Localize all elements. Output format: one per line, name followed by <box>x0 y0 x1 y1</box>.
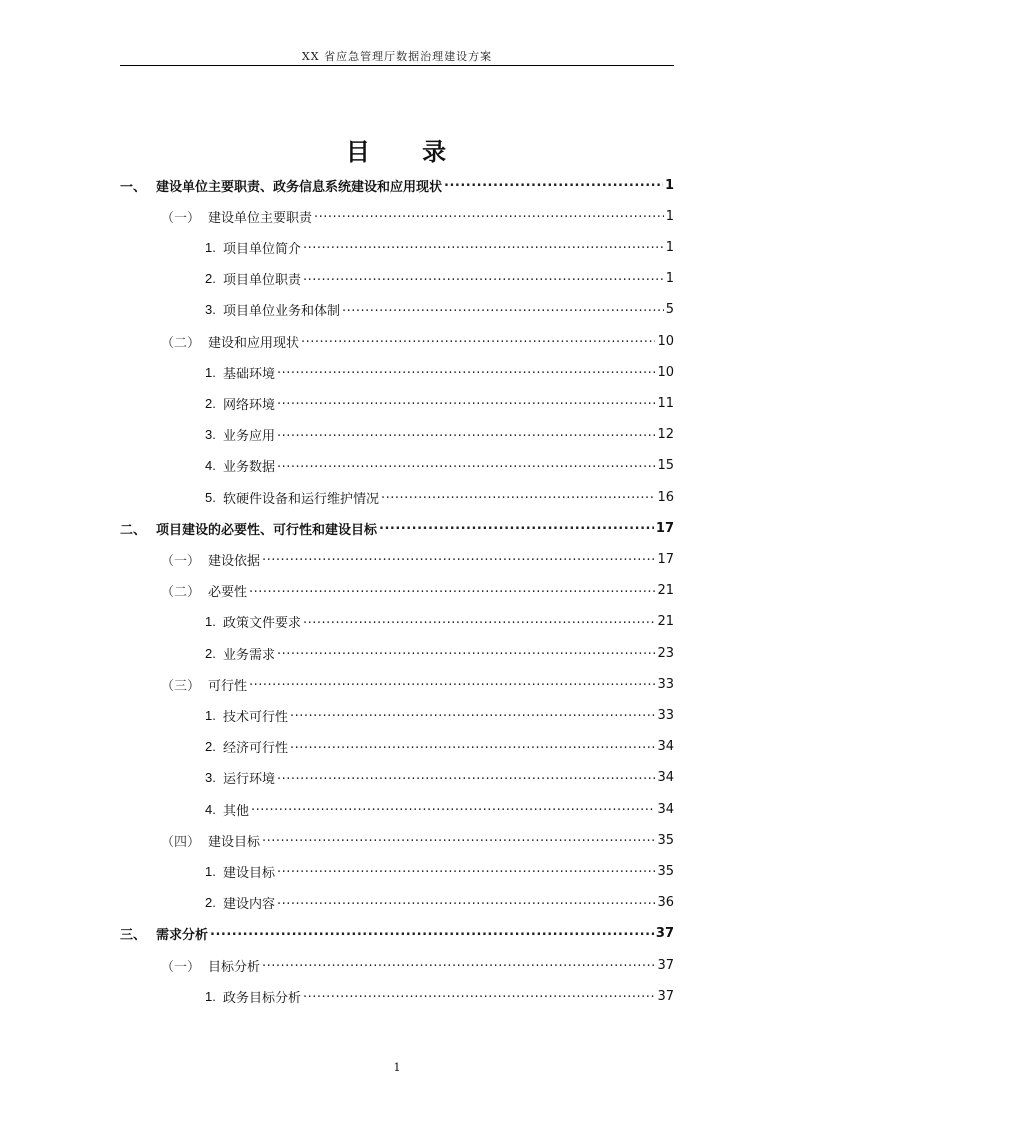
dot-leader <box>277 895 655 911</box>
toc-entry-label: 基础环境 <box>223 366 276 382</box>
toc-entry-label: 网络环境 <box>223 397 276 413</box>
toc-entry-page: 1 <box>665 271 674 287</box>
toc-entry-level-3[interactable] <box>205 421 674 449</box>
toc-entry-page: 1 <box>665 239 674 255</box>
toc-entry-label: 业务需求 <box>223 647 276 663</box>
toc-entry-label: 政务目标分析 <box>223 990 302 1006</box>
toc-entry-label: 目标分析 <box>208 959 261 975</box>
toc-entry-level-3[interactable] <box>205 639 674 667</box>
dot-leader <box>290 707 655 723</box>
toc-entry-label: 必要性 <box>208 585 248 601</box>
toc-entry-page: 37 <box>657 957 674 973</box>
toc-entry-level-3[interactable] <box>205 701 674 729</box>
toc-entry-level-3[interactable] <box>205 889 674 917</box>
toc-entry-level-3[interactable] <box>205 389 674 417</box>
dot-leader <box>262 832 655 848</box>
toc-entry-page: 1 <box>665 208 674 224</box>
toc-entry-number: 2. <box>205 395 216 411</box>
toc-entry-number: 3. <box>205 770 216 786</box>
toc-entry-page: 12 <box>657 427 674 443</box>
dot-leader <box>249 676 655 692</box>
toc-entry-label: 其他 <box>223 803 250 819</box>
toc-entry-level-1[interactable] <box>120 514 674 542</box>
toc-entry-page: 34 <box>657 770 674 786</box>
toc-entry-number: 1. <box>205 364 216 380</box>
toc-entry-page: 35 <box>657 863 674 879</box>
toc-entry-label: 技术可行性 <box>223 709 289 725</box>
toc-entry-label: 项目建设的必要性、可行性和建设目标 <box>156 522 378 538</box>
toc-entry-number: （三） <box>161 678 201 694</box>
toc-entry-label: 建设目标 <box>223 865 276 881</box>
toc-entry-number: 2. <box>205 739 216 755</box>
dot-leader <box>277 395 655 411</box>
toc-entry-level-2[interactable] <box>161 670 674 698</box>
toc-entry-level-2[interactable] <box>161 202 674 230</box>
dot-leader <box>314 208 664 224</box>
toc-entry-level-3[interactable] <box>205 265 674 293</box>
toc-entry-page: 11 <box>657 395 674 411</box>
dot-leader <box>277 364 655 380</box>
toc-entry-page: 1 <box>664 177 674 193</box>
toc-entry-label: 需求分析 <box>156 928 209 944</box>
dot-leader <box>249 583 655 599</box>
toc-entry-label: 建设依据 <box>208 553 261 569</box>
toc-entry-level-2[interactable] <box>161 327 674 355</box>
toc-entry-number: 1. <box>205 614 216 630</box>
toc-entry-page: 37 <box>657 988 674 1004</box>
dot-leader <box>277 863 655 879</box>
toc-entry-level-3[interactable] <box>205 733 674 761</box>
toc-entry-page: 15 <box>657 458 674 474</box>
toc-entry-number: 2. <box>205 271 216 287</box>
toc-entry-level-3[interactable] <box>205 795 674 823</box>
toc-entry-number: 4. <box>205 801 216 817</box>
toc-entry-number: 1. <box>205 707 216 723</box>
dot-leader <box>303 614 655 630</box>
toc-entry-number: （四） <box>161 834 201 850</box>
dot-leader <box>381 489 655 505</box>
toc-entry-number: 1. <box>205 863 216 879</box>
toc-entry-page: 34 <box>657 739 674 755</box>
toc-entry-level-2[interactable] <box>161 826 674 854</box>
toc-entry-label: 可行性 <box>208 678 248 694</box>
toc-entry-number: 2. <box>205 895 216 911</box>
toc-entry-label: 项目单位简介 <box>223 241 302 257</box>
toc-entry-number: 5. <box>205 489 216 505</box>
toc-entry-page: 21 <box>657 614 674 630</box>
dot-leader <box>262 551 655 567</box>
toc-entry-level-1[interactable] <box>120 920 674 948</box>
toc-entry-page: 10 <box>657 333 674 349</box>
toc-entry-level-3[interactable] <box>205 857 674 885</box>
toc-entry-page: 16 <box>657 489 674 505</box>
toc-entry-label: 建设内容 <box>223 897 276 913</box>
toc-entry-number: （二） <box>161 335 201 351</box>
dot-leader <box>444 177 663 193</box>
toc-entry-page: 35 <box>657 832 674 848</box>
toc-entry-level-1[interactable] <box>120 171 674 199</box>
dot-leader <box>210 926 654 942</box>
toc-entry-number: 1. <box>205 239 216 255</box>
toc-entry-page: 36 <box>657 895 674 911</box>
toc-entry-number: 3. <box>205 302 216 318</box>
toc-entry-level-3[interactable] <box>205 483 674 511</box>
toc-entry-number: （一） <box>161 553 201 569</box>
toc-title: 目 录 <box>345 138 469 166</box>
dot-leader <box>303 988 655 1004</box>
dot-leader <box>277 770 655 786</box>
toc-entry-label: 项目单位职责 <box>223 273 302 289</box>
page-header: XX 省应急管理厅数据治理建设方案 <box>301 50 493 63</box>
toc-entry-number: 二、 <box>120 522 147 538</box>
dot-leader <box>342 302 664 318</box>
toc-entry-page: 23 <box>657 645 674 661</box>
dot-leader <box>262 957 655 973</box>
toc-entry-level-3[interactable] <box>205 358 674 386</box>
toc-entry-number: 1. <box>205 988 216 1004</box>
toc-entry-level-2[interactable] <box>161 545 674 573</box>
toc-entry-number: 3. <box>205 427 216 443</box>
toc-entry-label: 建设和应用现状 <box>208 335 300 351</box>
toc-entry-number: （一） <box>161 210 201 226</box>
toc-entry-page: 37 <box>655 926 674 942</box>
toc-entry-label: 建设单位主要职责、政务信息系统建设和应用现状 <box>156 179 443 195</box>
toc-entry-level-2[interactable] <box>161 951 674 979</box>
toc-entry-label: 软硬件设备和运行维护情况 <box>223 491 380 507</box>
toc-entry-label: 政策文件要求 <box>223 616 302 632</box>
toc-entry-number: 三、 <box>120 928 147 944</box>
dot-leader <box>277 645 655 661</box>
toc-entry-label: 经济可行性 <box>223 741 289 757</box>
toc-entry-label: 建设目标 <box>208 834 261 850</box>
header-divider <box>120 65 674 66</box>
toc-entry-page: 5 <box>665 302 674 318</box>
toc-entry-page: 33 <box>657 676 674 692</box>
toc-entry-level-3[interactable] <box>205 233 674 261</box>
toc-entry-label: 项目单位业务和体制 <box>223 304 341 320</box>
toc-entry-page: 17 <box>657 551 674 567</box>
dot-leader <box>277 458 655 474</box>
toc-entry-number: （二） <box>161 585 201 601</box>
dot-leader <box>379 520 654 536</box>
toc-entry-label: 运行环境 <box>223 772 276 788</box>
toc-entry-label: 业务应用 <box>223 429 276 445</box>
toc-entry-page: 33 <box>657 707 674 723</box>
toc-entry-level-3[interactable] <box>205 764 674 792</box>
dot-leader <box>301 333 655 349</box>
toc-entry-number: 一、 <box>120 179 147 195</box>
toc-entry-number: 4. <box>205 458 216 474</box>
toc-entry-number: （一） <box>161 959 201 975</box>
dot-leader <box>303 271 664 287</box>
toc-entry-page: 10 <box>657 364 674 380</box>
toc-entry-level-3[interactable] <box>205 452 674 480</box>
dot-leader <box>277 427 655 443</box>
toc-entry-level-2[interactable] <box>161 577 674 605</box>
toc-entry-page: 21 <box>657 583 674 599</box>
toc-entry-page: 17 <box>655 520 674 536</box>
toc-entry-level-3[interactable] <box>205 982 674 1010</box>
page-number: 1 <box>393 1061 401 1074</box>
toc-entry-label: 业务数据 <box>223 460 276 476</box>
toc-entry-page: 34 <box>657 801 674 817</box>
toc-entry-label: 建设单位主要职责 <box>208 210 313 226</box>
toc-entry-number: 2. <box>205 645 216 661</box>
dot-leader <box>251 801 655 817</box>
toc-entry-level-3[interactable] <box>205 296 674 324</box>
toc-entry-level-3[interactable] <box>205 608 674 636</box>
dot-leader <box>290 739 655 755</box>
dot-leader <box>303 239 664 255</box>
